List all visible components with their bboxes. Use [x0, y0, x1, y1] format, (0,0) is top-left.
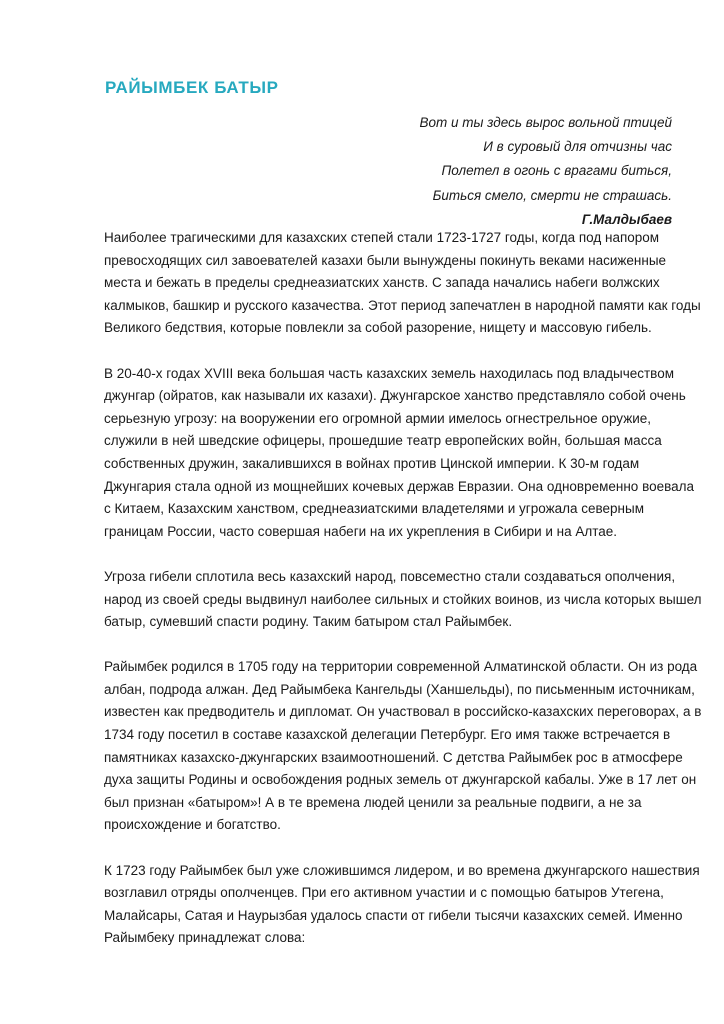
page-title: РАЙЫМБЕК БАТЫР: [105, 78, 279, 97]
paragraph-line: границам России, часто совершая набеги на их укрепления в Сибири и на Алтае.: [104, 523, 618, 539]
paragraph-line: народ из своей среды выдвинул наиболее сильных и стойких воинов, из числа которых вышел: [104, 591, 702, 607]
epigraph-line: Вот и ты здесь вырос вольной птицей: [419, 115, 672, 130]
paragraph-line: К 1723 году Райымбек был уже сложившимся лидером, и во времена джунгарского нашествия: [104, 862, 700, 878]
epigraph-line: И в суровый для отчизны час: [483, 139, 672, 155]
paragraph: [104, 363, 695, 544]
paragraph-line: албан, подрода алжан. Дед Райымбека Кангельды (Ханшельды), по письменным источникам,: [104, 681, 695, 697]
epigraph-line: Биться смело, смерти не страшась.: [432, 187, 672, 203]
paragraph: [104, 227, 701, 340]
paragraph-line: духа защиты Родины и освобождения родных земель от джунгарской кабалы. Уже в 17 лет он: [104, 772, 697, 788]
paragraph-line: джунгар (ойратов, как называли их казахи). Джунгарское ханство представляло собой очень: [104, 388, 686, 404]
article-body: [104, 227, 702, 973]
paragraph: [104, 860, 700, 950]
paragraph-line: В 20-40-х годах XVIII века большая часть казахских земель находилась под владычеством: [104, 365, 674, 381]
paragraph-line: Малайсары, Сатая и Наурызбая удалось спасти от гибели тысячи казахских семей. Именно: [104, 907, 683, 923]
paragraph-line: серьезную угрозу: на вооружении его огромной армии имелось огнестрельное оружие,: [104, 410, 652, 426]
paragraph-line: Угроза гибели сплотила весь казахский народ, повсеместно стали создаваться ополчения,: [104, 568, 676, 584]
paragraph-line: превосходящих сил завоевателей казахи были вынуждены покинуть веками насиженные: [104, 252, 667, 268]
paragraph-line: Райымбек родился в 1705 году на территории современной Алматинской области. Он из рода: [104, 659, 698, 675]
paragraph: [104, 656, 702, 837]
epigraph-author: Г.Малдыбаев: [581, 211, 672, 227]
paragraph-line: известен как предводитель и дипломат. Он участвовал в российско-казахских переговорах, а в: [104, 704, 702, 720]
paragraph-line: возглавил отряды ополченцев. При его активном участии и с помощью батыров Утегена,: [104, 885, 664, 901]
paragraph-line: служили в ней шведские офицеры, прошедшие театр европейских войн, большая масса: [104, 433, 662, 449]
paragraph-line: батыр, сумевший спасти родину. Таким батыром стал Райымбек.: [104, 614, 513, 630]
epigraph-line: Полетел в огонь с врагами биться,: [441, 163, 672, 179]
paragraph-line: Наиболее трагическими для казахских степей стали 1723-1727 годы, когда под напором: [104, 230, 660, 245]
paragraph-line: места и бежать в пределы среднеазиатских ханств. С запада начались набеги волжских: [104, 275, 660, 291]
paragraph-line: происхождение и богатство.: [104, 817, 281, 833]
epigraph: [252, 111, 672, 232]
paragraph-line: Райымбеку принадлежат слова:: [104, 930, 306, 946]
paragraph-line: собственных дружин, закалившихся в войнах против Цинской империи. К 30-м годам: [104, 455, 640, 471]
paragraph-line: с Китаем, Казахским ханством, среднеазиатскими владетелями и угрожала северным: [104, 501, 644, 517]
paragraph-line: был признан «батыром»! А в те времена людей ценили за реальные подвиги, а не за: [104, 794, 642, 810]
paragraph-line: калмыков, башкир и русского казачества. Этот период запечатлен в народной памяти как годы: [104, 297, 701, 313]
paragraph-line: Великого бедствия, которые повлекли за собой разорение, нищету и массовую гибель.: [104, 320, 652, 336]
paragraph-line: 1734 году посетил в составе казахской делегации Петербург. Его имя также встречается в: [104, 727, 671, 743]
paragraph-line: Джунгария стала одной из мощнейших кочевых держав Евразии. Она одновременно воевала: [104, 478, 695, 494]
paragraph: [104, 566, 702, 634]
paragraph-line: памятниках казахско-джунгарских взаимоотношений. С детства Райымбек рос в атмосфере: [104, 749, 683, 765]
